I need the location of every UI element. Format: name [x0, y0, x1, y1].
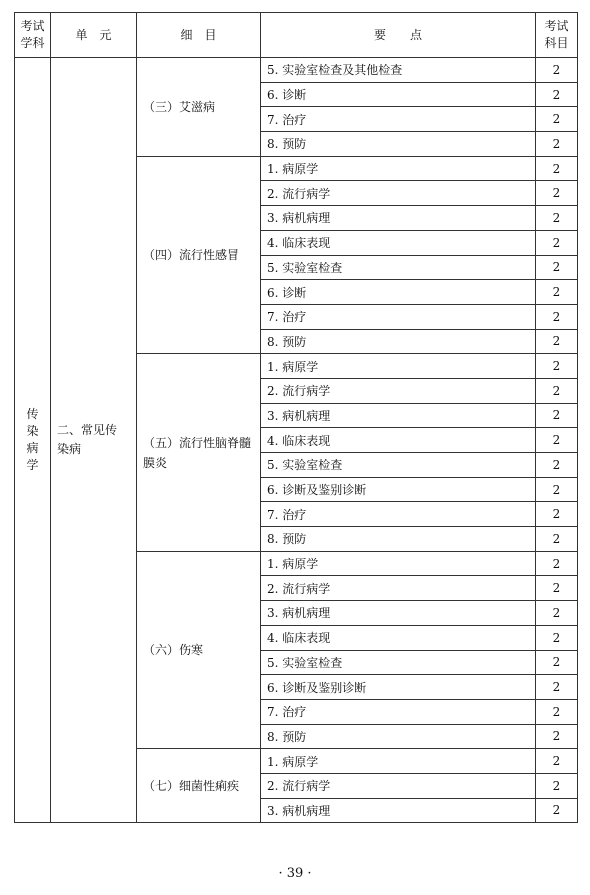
level-cell: 2: [536, 58, 578, 83]
header-unit: 单 元: [51, 13, 137, 58]
table-body: [15, 58, 578, 823]
detail-cell: （四）流行性感冒: [137, 156, 261, 354]
point-cell: 1. 病原学: [261, 551, 536, 576]
header-subject: 考试 学科: [15, 13, 51, 58]
syllabus-table: [14, 12, 578, 823]
detail-cell: （七）细菌性痢疾: [137, 749, 261, 823]
point-cell: 2. 流行病学: [261, 773, 536, 798]
level-cell: 2: [536, 527, 578, 552]
level-cell: 2: [536, 255, 578, 280]
point-cell: 5. 实验室检查及其他检查: [261, 58, 536, 83]
header-points: 要 点: [261, 13, 536, 58]
point-cell: 5. 实验室检查: [261, 255, 536, 280]
point-cell: 4. 临床表现: [261, 230, 536, 255]
detail-cell: （五）流行性脑脊髓膜炎: [137, 354, 261, 552]
point-cell: 7. 治疗: [261, 107, 536, 132]
level-cell: 2: [536, 107, 578, 132]
point-cell: 8. 预防: [261, 527, 536, 552]
level-cell: 2: [536, 576, 578, 601]
point-cell: 6. 诊断: [261, 82, 536, 107]
level-cell: 2: [536, 798, 578, 823]
level-cell: 2: [536, 675, 578, 700]
level-cell: 2: [536, 304, 578, 329]
level-cell: 2: [536, 749, 578, 774]
point-cell: 2. 流行病学: [261, 576, 536, 601]
point-cell: 7. 治疗: [261, 699, 536, 724]
level-cell: 2: [536, 551, 578, 576]
header-row: [15, 13, 578, 58]
point-cell: 8. 预防: [261, 132, 536, 157]
level-cell: 2: [536, 699, 578, 724]
level-cell: 2: [536, 354, 578, 379]
point-cell: 5. 实验室检查: [261, 650, 536, 675]
level-cell: 2: [536, 428, 578, 453]
subject-cell: 传 染 病 学: [15, 58, 51, 823]
point-cell: 8. 预防: [261, 329, 536, 354]
level-cell: 2: [536, 206, 578, 231]
point-cell: 4. 临床表现: [261, 625, 536, 650]
point-cell: 5. 实验室检查: [261, 453, 536, 478]
point-cell: 3. 病机病理: [261, 403, 536, 428]
level-cell: 2: [536, 724, 578, 749]
level-cell: 2: [536, 650, 578, 675]
point-cell: 6. 诊断及鉴别诊断: [261, 675, 536, 700]
level-cell: 2: [536, 181, 578, 206]
unit-cell: 二、常见传 染病: [51, 58, 137, 823]
level-cell: 2: [536, 378, 578, 403]
detail-cell: （三）艾滋病: [137, 58, 261, 157]
level-cell: 2: [536, 601, 578, 626]
point-cell: 1. 病原学: [261, 156, 536, 181]
page-number: · 39 ·: [278, 866, 312, 881]
level-cell: 2: [536, 329, 578, 354]
level-cell: 2: [536, 156, 578, 181]
point-cell: 6. 诊断: [261, 280, 536, 305]
table-row: [15, 58, 578, 83]
detail-cell: （六）伤寒: [137, 551, 261, 749]
level-cell: 2: [536, 403, 578, 428]
header-level: 考试 科目: [536, 13, 578, 58]
point-cell: 3. 病机病理: [261, 798, 536, 823]
level-cell: 2: [536, 230, 578, 255]
point-cell: 2. 流行病学: [261, 378, 536, 403]
level-cell: 2: [536, 280, 578, 305]
point-cell: 3. 病机病理: [261, 206, 536, 231]
point-cell: 4. 临床表现: [261, 428, 536, 453]
point-cell: 7. 治疗: [261, 304, 536, 329]
point-cell: 2. 流行病学: [261, 181, 536, 206]
level-cell: 2: [536, 502, 578, 527]
level-cell: 2: [536, 477, 578, 502]
level-cell: 2: [536, 82, 578, 107]
header-detail: 细 目: [137, 13, 261, 58]
point-cell: 6. 诊断及鉴别诊断: [261, 477, 536, 502]
level-cell: 2: [536, 453, 578, 478]
level-cell: 2: [536, 132, 578, 157]
point-cell: 1. 病原学: [261, 354, 536, 379]
point-cell: 7. 治疗: [261, 502, 536, 527]
point-cell: 1. 病原学: [261, 749, 536, 774]
point-cell: 3. 病机病理: [261, 601, 536, 626]
level-cell: 2: [536, 773, 578, 798]
level-cell: 2: [536, 625, 578, 650]
point-cell: 8. 预防: [261, 724, 536, 749]
